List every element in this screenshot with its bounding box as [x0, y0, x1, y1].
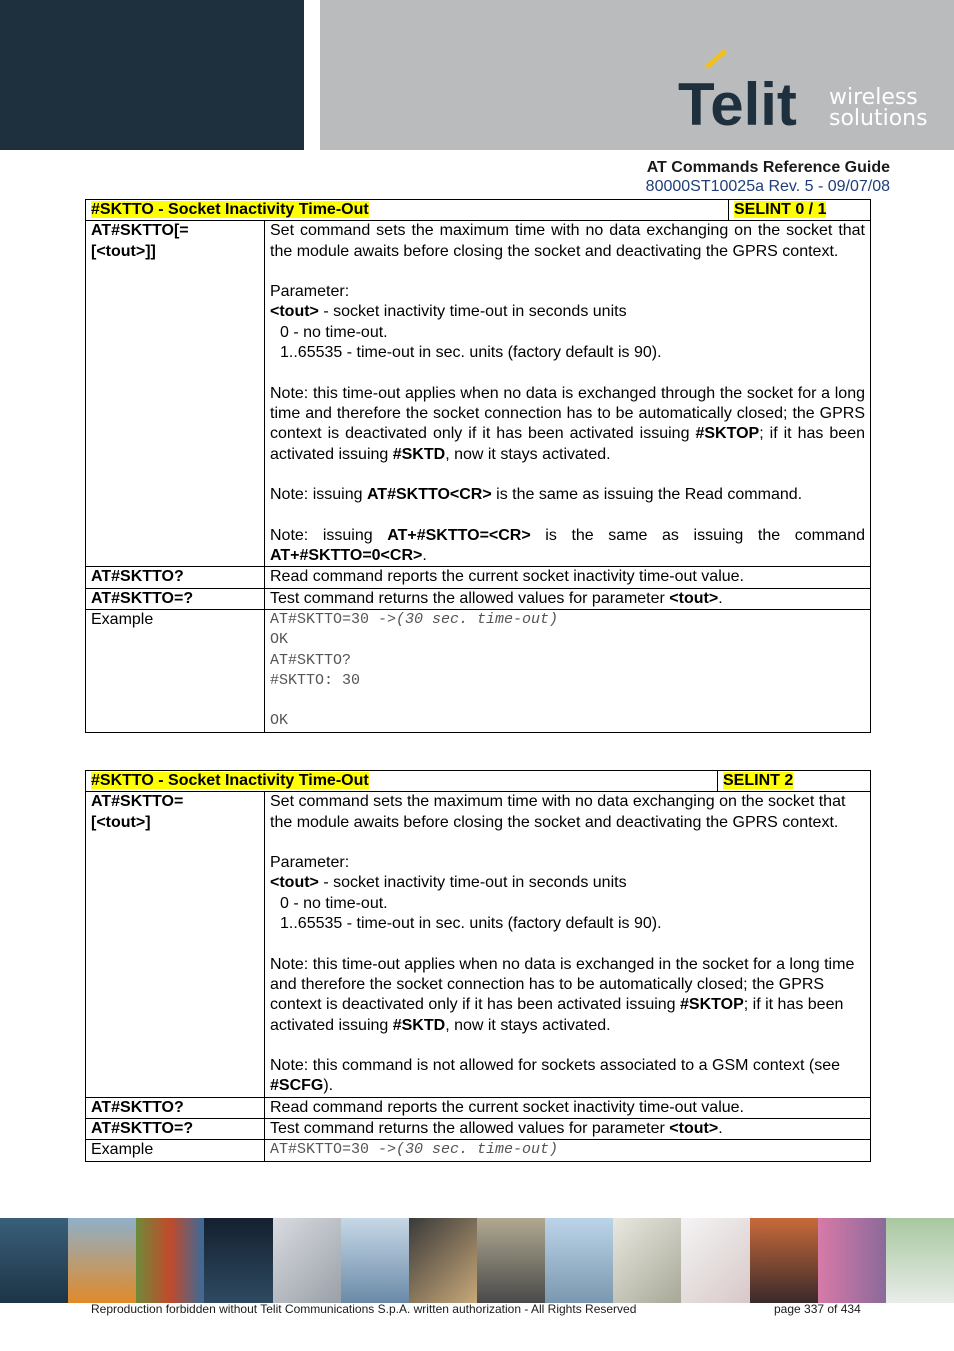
- footer-photo-vending: [477, 1218, 545, 1303]
- example-code: AT#SKTTO=30 ->(30 sec. time-out) OK AT#SKTTO? #SKTTO: 30 OK: [265, 609, 871, 732]
- example-row: [86, 1140, 871, 1161]
- parameter-name: <tout>: [270, 874, 319, 892]
- footer-photo-station: [750, 1218, 818, 1303]
- footer-photo-meter: [613, 1218, 681, 1303]
- header-dark-panel: [0, 0, 304, 150]
- note-timeout: Note: this time-out applies when no data is exchanged through the socket for a long time and therefore the socket connection has to be automatically closed; the GPRS context is deactivated only if it has been activated issuing #SKTOP; if it has been activated issuing #SKTD, now it stays activated.: [270, 384, 865, 463]
- set-command-row: [86, 792, 871, 1097]
- command-table-selint-2: [85, 770, 871, 1162]
- test-command-description: Test command returns the allowed values for parameter <tout>.: [265, 588, 871, 609]
- footer-page-number: page 337 of 434: [774, 1302, 861, 1316]
- telit-logo: [676, 48, 936, 138]
- footer-photo-phonebooth: [68, 1218, 136, 1303]
- set-command-description: Set command sets the maximum time with no data exchanging on the socket that the module awaits before closing the socket and deactivating the GPRS context.: [270, 222, 865, 260]
- note-gsm-context: Note: this command is not allowed for sockets associated to a GSM context (see #SCFG).: [270, 1057, 841, 1095]
- footer-photo-road: [0, 1218, 68, 1303]
- set-command-syntax-2: [<tout>]]: [91, 242, 156, 260]
- note-set-equivalent: Note: issuing AT+#SKTTO=<CR> is the same as issuing the command AT+#SKTTO=0<CR>.: [270, 526, 866, 565]
- footer-photo-card-terminal: [409, 1218, 477, 1303]
- parameter-value-range: 1..65535 - time-out in sec. units (factory default is 90).: [280, 915, 662, 933]
- parameter-line: [270, 302, 865, 322]
- set-command-description: Set command sets the maximum time with no data exchanging on the socket that the module awaits before closing the socket and deactivating the GPRS context.: [270, 793, 846, 831]
- test-command-syntax: AT#SKTTO=?: [86, 588, 265, 609]
- logo-accent-mark: [708, 52, 724, 66]
- read-command-row: [86, 567, 871, 588]
- parameter-value-range: 1..65535 - time-out in sec. units (factory default is 90).: [280, 344, 662, 362]
- footer-photo-keyboard: [273, 1218, 341, 1303]
- guide-title: AT Commands Reference Guide: [646, 159, 890, 176]
- test-command-row: [86, 588, 871, 609]
- command-table-selint-01: [85, 199, 871, 733]
- table-title-row: [86, 200, 871, 221]
- parameter-description: - socket inactivity time-out in seconds units: [318, 303, 627, 321]
- read-command-syntax: AT#SKTTO?: [86, 567, 265, 588]
- parameter-label: Parameter:: [270, 283, 350, 301]
- read-command-row: [86, 1097, 871, 1118]
- test-command-syntax: AT#SKTTO=?: [86, 1119, 265, 1140]
- read-command-syntax: AT#SKTTO?: [86, 1097, 265, 1118]
- footer-photo-laser: [681, 1218, 749, 1303]
- footer-photo-strip: [0, 1218, 954, 1303]
- example-code: AT#SKTTO=30 ->(30 sec. time-out): [265, 1140, 871, 1161]
- set-command-syntax-2: [<tout>]: [91, 813, 151, 831]
- parameter-label: Parameter:: [270, 854, 350, 872]
- guide-revision: 80000ST10025a Rev. 5 - 09/07/08: [645, 178, 890, 195]
- test-command-row: [86, 1119, 871, 1140]
- footer-photo-containers: [136, 1218, 204, 1303]
- note-timeout: Note: this time-out applies when no data is exchanged in the socket for a long time and therefore the socket connection has to be automatically closed; the GPRS context is deactivated only if it has been activated issuing #SKTOP; if it has been activated issuing #SKTD, now it stays activated.: [270, 955, 855, 1034]
- logo-brand: Telit: [678, 71, 797, 138]
- table-title: #SKTTO - Socket Inactivity Time-Out: [91, 772, 369, 789]
- selint-badge: SELINT 2: [723, 772, 794, 789]
- set-command-syntax-1: AT#SKTTO=: [91, 793, 184, 811]
- parameter-value-0: 0 - no time-out.: [280, 894, 388, 912]
- footer-photo-camera: [886, 1218, 954, 1303]
- example-label: Example: [86, 1140, 265, 1161]
- parameter-value-0: 0 - no time-out.: [280, 323, 388, 341]
- read-command-description: Read command reports the current socket inactivity time-out value.: [265, 567, 871, 588]
- selint-badge: SELINT 0 / 1: [734, 201, 827, 218]
- footer-photo-warehouse: [818, 1218, 886, 1303]
- footer-copyright: Reproduction forbidden without Telit Communications S.p.A. written authorization - All Rights Reserved: [91, 1302, 637, 1316]
- parameter-line: [270, 873, 865, 893]
- parameter-description: - socket inactivity time-out in seconds units: [318, 874, 627, 892]
- footer-photo-wind-turbines: [545, 1218, 613, 1303]
- table-title: #SKTTO - Socket Inactivity Time-Out: [91, 201, 369, 218]
- parameter-name: <tout>: [270, 303, 319, 321]
- example-label: Example: [86, 609, 265, 732]
- logo-tagline-2: solutions: [829, 106, 928, 131]
- note-read-equivalent: Note: issuing AT#SKTTO<CR> is the same as issuing the Read command.: [270, 486, 803, 504]
- read-command-description: Read command reports the current socket inactivity time-out value.: [265, 1097, 871, 1118]
- set-command-syntax-1: AT#SKTTO[=: [91, 222, 189, 240]
- footer-photo-clock-display: [204, 1218, 272, 1303]
- logo-tagline-1: wireless: [829, 85, 918, 110]
- footer-photo-cyclist: [341, 1218, 409, 1303]
- set-command-row: [86, 221, 871, 567]
- example-row: [86, 609, 871, 732]
- test-command-description: Test command returns the allowed values for parameter <tout>.: [265, 1119, 871, 1140]
- table-title-row: [86, 771, 871, 792]
